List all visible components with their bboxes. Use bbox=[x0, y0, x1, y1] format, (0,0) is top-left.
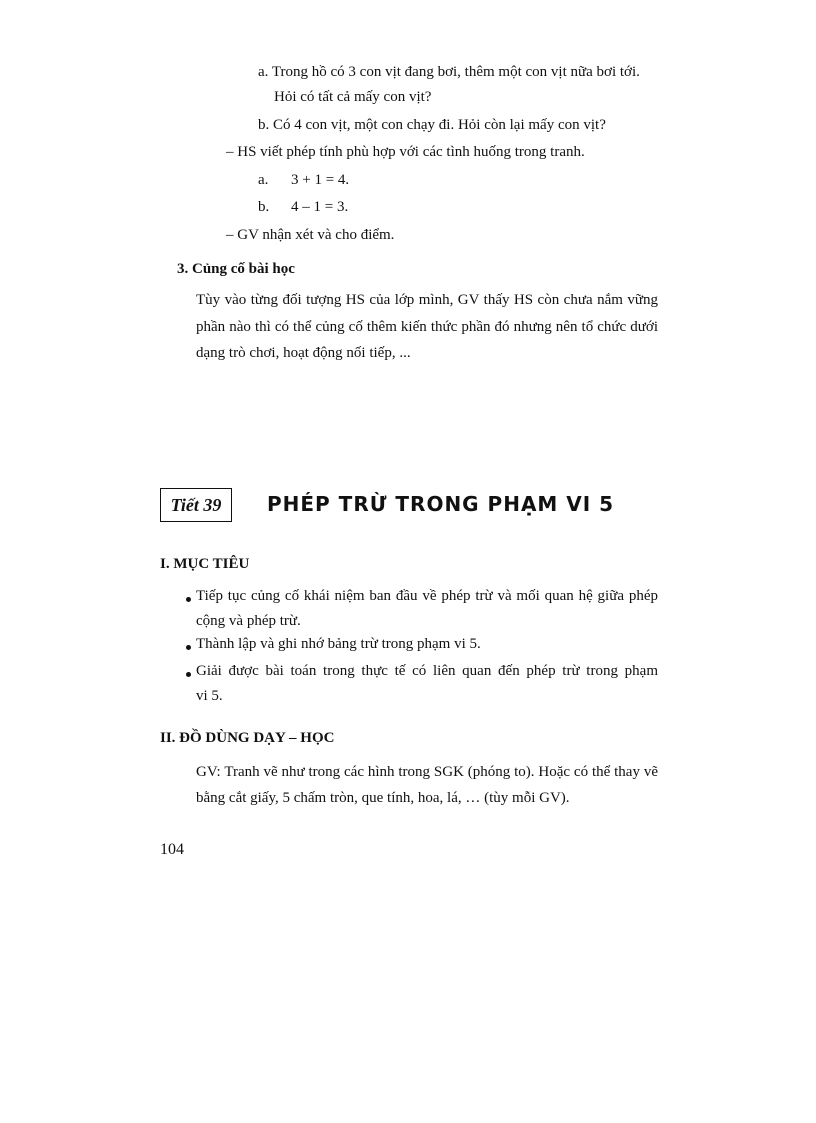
lesson-title: PHÉP TRỪ TRONG PHẠM VI 5 bbox=[267, 492, 615, 516]
item-b: b. Có 4 con vịt, một con chạy đi. Hỏi còn lại mấy con vịt? bbox=[258, 117, 606, 133]
equation-a-label: a. bbox=[258, 172, 269, 188]
equation-a: 3 + 1 = 4. bbox=[291, 172, 350, 188]
lesson-number: Tiết 39 bbox=[170, 494, 222, 515]
lesson-number-box bbox=[160, 488, 232, 522]
objective-1-line-2: cộng và phép trừ. bbox=[196, 613, 301, 629]
objectives-heading: I. MỤC TIÊU bbox=[160, 556, 250, 572]
consolidation-line-2: phần nào thì có thể củng cố thêm kiến thức phần đó nhưng nên tổ chức dưới bbox=[196, 319, 658, 335]
materials-line-2: bằng cắt giấy, 5 chấm tròn, que tính, hoa, lá, … (tùy mỗi GV). bbox=[196, 790, 570, 806]
materials-line-1: GV: Tranh vẽ như trong các hình trong SGK (phóng to). Hoặc có thể thay vẽ bbox=[196, 764, 658, 780]
item-a-line2: Hỏi có tất cả mấy con vịt? bbox=[274, 89, 432, 105]
equation-b: 4 – 1 = 3. bbox=[291, 199, 349, 215]
objective-1-line-1: Tiếp tục củng cố khái niệm ban đầu về phép trừ và mối quan hệ giữa phép bbox=[196, 588, 658, 604]
objective-2: Thành lập và ghi nhớ bảng trừ trong phạm vi 5. bbox=[196, 636, 481, 652]
gv-comment: – GV nhận xét và cho điểm. bbox=[226, 227, 395, 243]
materials-heading: II. ĐỒ DÙNG DẠY – HỌC bbox=[160, 730, 335, 746]
objective-3-line-1: Giải được bài toán trong thực tế có liên quan đến phép trừ trong phạm bbox=[196, 663, 658, 679]
consolidation-line-1: Tùy vào từng đối tượng HS của lớp mình, GV thấy HS còn chưa nắm vững bbox=[196, 292, 658, 308]
consolidation-heading: 3. Củng cố bài học bbox=[177, 261, 295, 277]
bullet-icon bbox=[186, 672, 191, 677]
page-number: 104 bbox=[160, 841, 184, 858]
consolidation-line-3: dạng trò chơi, hoạt động nối tiếp, ... bbox=[196, 345, 411, 361]
equation-b-label: b. bbox=[258, 199, 270, 215]
item-a-line1: a. Trong hồ có 3 con vịt đang bơi, thêm một con vịt nữa bơi tới. bbox=[258, 64, 640, 80]
objective-3-line-2: vi 5. bbox=[196, 688, 223, 704]
bullet-icon bbox=[186, 645, 191, 650]
hs-instruction: – HS viết phép tính phù hợp với các tình huống trong tranh. bbox=[226, 144, 585, 160]
bullet-icon bbox=[186, 597, 191, 602]
